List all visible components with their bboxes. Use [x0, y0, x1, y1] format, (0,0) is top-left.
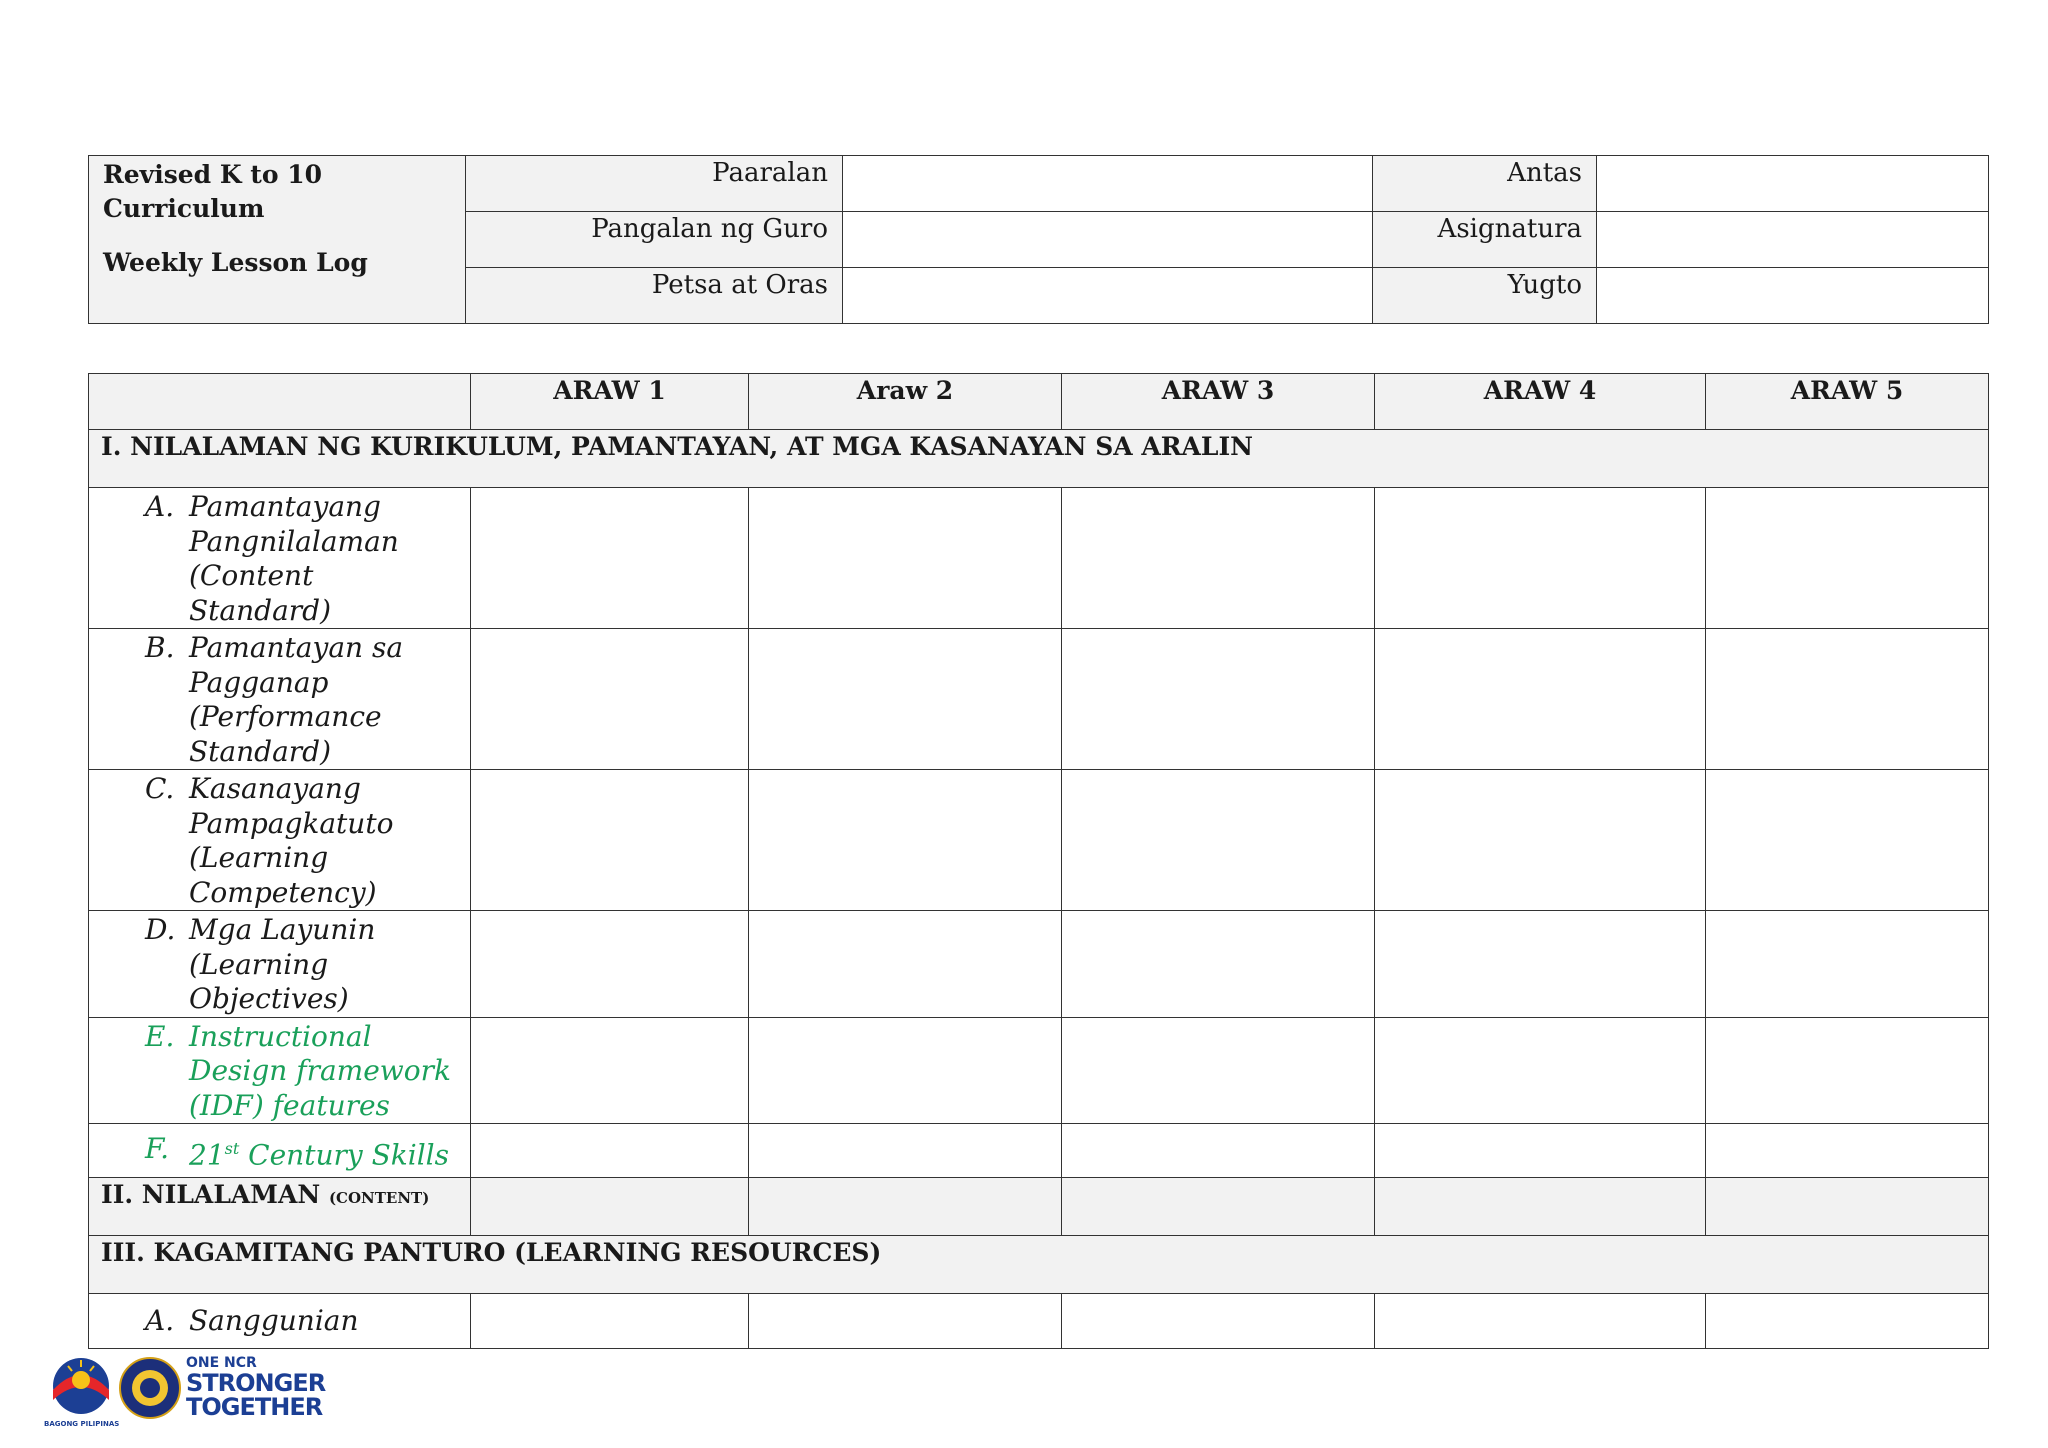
- day-cell[interactable]: [1062, 1178, 1375, 1236]
- day-cell[interactable]: [749, 1178, 1062, 1236]
- day-cell[interactable]: [1706, 629, 1989, 770]
- section-2-title-text: II. NILALAMAN: [101, 1180, 321, 1209]
- teacher-field[interactable]: [843, 212, 1373, 268]
- item-suffix: Century Skills: [239, 1138, 449, 1172]
- day-header-1: ARAW 1: [471, 374, 749, 430]
- one-ncr-stronger-together-logo: [186, 1356, 325, 1419]
- day-cell[interactable]: [1062, 1017, 1375, 1124]
- item-learning-competency: [89, 770, 471, 911]
- one-ncr-text: ONE NCR: [186, 1355, 257, 1371]
- day-cell[interactable]: [471, 1294, 749, 1349]
- item-line: Competency): [189, 875, 377, 909]
- bagong-pilipinas-logo: [44, 1350, 118, 1430]
- day-cell[interactable]: [749, 1124, 1062, 1178]
- day-header-3: ARAW 3: [1062, 374, 1375, 430]
- item-line: Standard): [189, 593, 332, 627]
- item-21st-century-skills: [89, 1124, 471, 1178]
- date-time-field[interactable]: [843, 268, 1373, 324]
- item-line: Sanggunian: [189, 1304, 359, 1337]
- item-line: Kasanayang: [189, 772, 361, 805]
- day-cell[interactable]: [471, 1017, 749, 1124]
- section-2-subtitle: (CONTENT): [328, 1189, 430, 1207]
- subject-field[interactable]: [1597, 212, 1989, 268]
- quarter-label: Yugto: [1373, 268, 1597, 324]
- item-sanggunian: [89, 1294, 471, 1349]
- stronger-text: STRONGER: [186, 1369, 326, 1397]
- item-sup: st: [224, 1139, 240, 1158]
- day-cell[interactable]: [749, 488, 1062, 629]
- day-cell[interactable]: [1062, 1294, 1375, 1349]
- section-3-title: III. KAGAMITANG PANTURO (LEARNING RESOURCES): [89, 1236, 1989, 1294]
- day-cell[interactable]: [1375, 770, 1706, 911]
- day-cell[interactable]: [1706, 488, 1989, 629]
- item-line: (Learning: [189, 841, 329, 874]
- day-cell[interactable]: [1706, 770, 1989, 911]
- day-cell[interactable]: [1706, 1294, 1989, 1349]
- day-cell[interactable]: [1706, 1178, 1989, 1236]
- day-cell[interactable]: [1062, 1124, 1375, 1178]
- deped-seal-icon: [118, 1356, 182, 1420]
- item-line: Mga Layunin: [189, 913, 376, 946]
- item-letter: A.: [145, 1304, 175, 1337]
- day-cell[interactable]: [1375, 1017, 1706, 1124]
- item-line: Design framework: [189, 1054, 451, 1087]
- item-line: Standard): [189, 734, 332, 768]
- school-label: Paaralan: [466, 156, 843, 212]
- item-line: Pampagkatuto: [189, 806, 394, 840]
- item-line: (Performance: [189, 700, 382, 733]
- day-cell[interactable]: [1062, 488, 1375, 629]
- day-cell[interactable]: [749, 1017, 1062, 1124]
- item-letter: B.: [145, 631, 175, 664]
- item-idf-features: [89, 1017, 471, 1124]
- lesson-log-header: [88, 155, 1989, 324]
- item-line: (IDF) features: [189, 1088, 390, 1122]
- day-cell[interactable]: [471, 770, 749, 911]
- day-cell[interactable]: [1375, 629, 1706, 770]
- item-prefix: 21: [189, 1138, 225, 1172]
- school-field[interactable]: [843, 156, 1373, 212]
- curriculum-title-cell: [89, 156, 466, 324]
- together-text: TOGETHER: [186, 1393, 323, 1421]
- corner-cell: [89, 374, 471, 430]
- day-cell[interactable]: [1375, 1178, 1706, 1236]
- day-cell[interactable]: [1706, 911, 1989, 1018]
- item-line: Instructional: [189, 1019, 372, 1053]
- day-cell[interactable]: [1375, 1294, 1706, 1349]
- day-cell[interactable]: [1375, 911, 1706, 1018]
- section-1-title: I. NILALAMAN NG KURIKULUM, PAMANTAYAN, AT MGA KASANAYAN SA ARALIN: [89, 430, 1989, 488]
- item-letter: F.: [145, 1132, 169, 1165]
- curriculum-title-line2: Curriculum: [103, 194, 265, 223]
- lesson-log-table: [88, 373, 1989, 1349]
- item-line: (Content: [189, 559, 314, 592]
- quarter-field[interactable]: [1597, 268, 1989, 324]
- day-cell[interactable]: [749, 629, 1062, 770]
- item-line: Pamantayang: [189, 490, 381, 523]
- day-cell[interactable]: [749, 770, 1062, 911]
- day-cell[interactable]: [1375, 1124, 1706, 1178]
- item-learning-objectives: [89, 911, 471, 1018]
- day-cell[interactable]: [1375, 488, 1706, 629]
- day-cell[interactable]: [471, 911, 749, 1018]
- day-cell[interactable]: [1062, 911, 1375, 1018]
- item-letter: C.: [145, 772, 175, 805]
- day-header-5: ARAW 5: [1706, 374, 1989, 430]
- day-cell[interactable]: [471, 488, 749, 629]
- item-line: Pamantayan sa: [189, 631, 404, 664]
- day-cell[interactable]: [749, 911, 1062, 1018]
- footer-logos: [44, 1350, 384, 1430]
- item-letter: A.: [145, 490, 175, 523]
- item-performance-standard: [89, 629, 471, 770]
- day-cell[interactable]: [1706, 1124, 1989, 1178]
- curriculum-title-line1: Revised K to 10: [103, 160, 323, 189]
- item-content-standard: [89, 488, 471, 629]
- weekly-lesson-log-title: Weekly Lesson Log: [103, 248, 368, 277]
- item-letter: D.: [145, 913, 176, 946]
- level-label: Antas: [1373, 156, 1597, 212]
- section-2-title: [89, 1178, 471, 1236]
- item-letter: E.: [145, 1019, 175, 1053]
- day-cell[interactable]: [471, 1124, 749, 1178]
- day-header-2: Araw 2: [749, 374, 1062, 430]
- day-cell[interactable]: [1062, 629, 1375, 770]
- day-cell[interactable]: [1706, 1017, 1989, 1124]
- item-line: Pangnilalaman: [189, 524, 399, 558]
- bagong-pilipinas-text: BAGONG PILIPINAS: [44, 1420, 120, 1428]
- item-line: Pagganap: [189, 665, 329, 699]
- day-cell[interactable]: [1062, 770, 1375, 911]
- teacher-label: Pangalan ng Guro: [466, 212, 843, 268]
- item-line: (Learning: [189, 947, 329, 981]
- day-cell[interactable]: [471, 1178, 749, 1236]
- day-cell[interactable]: [749, 1294, 1062, 1349]
- item-line: Objectives): [189, 982, 349, 1015]
- subject-label: Asignatura: [1373, 212, 1597, 268]
- day-cell[interactable]: [471, 629, 749, 770]
- date-time-label: Petsa at Oras: [466, 268, 843, 324]
- day-header-4: ARAW 4: [1375, 374, 1706, 430]
- level-field[interactable]: [1597, 156, 1989, 212]
